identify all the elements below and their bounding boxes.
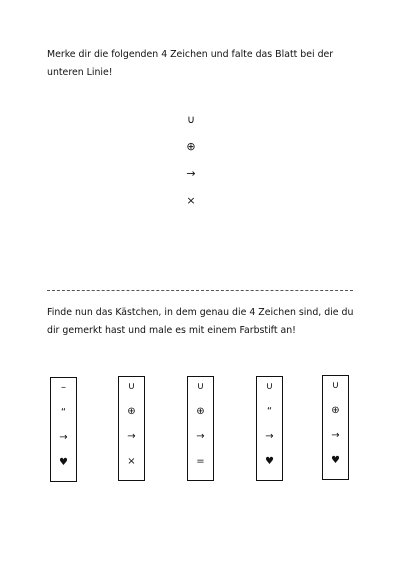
box-symbol: ∪ <box>196 381 205 392</box>
answer-box-1[interactable] <box>50 377 77 482</box>
answer-box-2[interactable] <box>118 376 145 481</box>
box-symbol: ⊕ <box>127 406 136 417</box>
memorize-symbol: → <box>186 167 196 180</box>
box-symbol: “ <box>266 406 273 417</box>
box-symbol: → <box>331 430 340 441</box>
memorize-symbol: ∪ <box>186 113 196 126</box>
box-symbol: → <box>59 432 68 443</box>
box-symbol: = <box>196 456 205 467</box>
answer-boxes <box>50 375 355 485</box>
box-symbol: ♥ <box>331 455 340 466</box>
answer-box-4[interactable] <box>256 376 283 481</box>
instruction-memorize: Merke dir die folgenden 4 Zeichen und falte das Blatt bei der unteren Linie! <box>47 49 334 78</box>
box-symbol: – <box>61 382 66 393</box>
box-symbol: → <box>127 431 136 442</box>
box-symbol: ♥ <box>59 457 68 468</box>
fold-line <box>47 290 353 291</box>
answer-box-3[interactable] <box>187 376 214 481</box>
answer-box-5[interactable] <box>322 375 349 480</box>
memorize-symbol: × <box>186 194 196 207</box>
box-symbol: → <box>265 431 274 442</box>
box-symbol: ∪ <box>265 381 274 392</box>
box-symbol: ⊕ <box>331 405 340 416</box>
box-symbol: ⊕ <box>196 406 205 417</box>
box-symbol: → <box>196 431 205 442</box>
box-symbol: ∪ <box>331 380 340 391</box>
instruction-find: Finde nun das Kästchen, in dem genau die 4 Zeichen sind, die du dir gemerkt hast und male es mit einem Farbstift an! <box>47 307 354 336</box>
memorize-symbol: ⊕ <box>186 140 196 153</box>
box-symbol: ♥ <box>265 456 274 467</box>
box-symbol: ∪ <box>127 381 136 392</box>
box-symbol: × <box>127 456 136 467</box>
memorize-symbol-list <box>171 110 211 218</box>
box-symbol: “ <box>60 407 67 418</box>
